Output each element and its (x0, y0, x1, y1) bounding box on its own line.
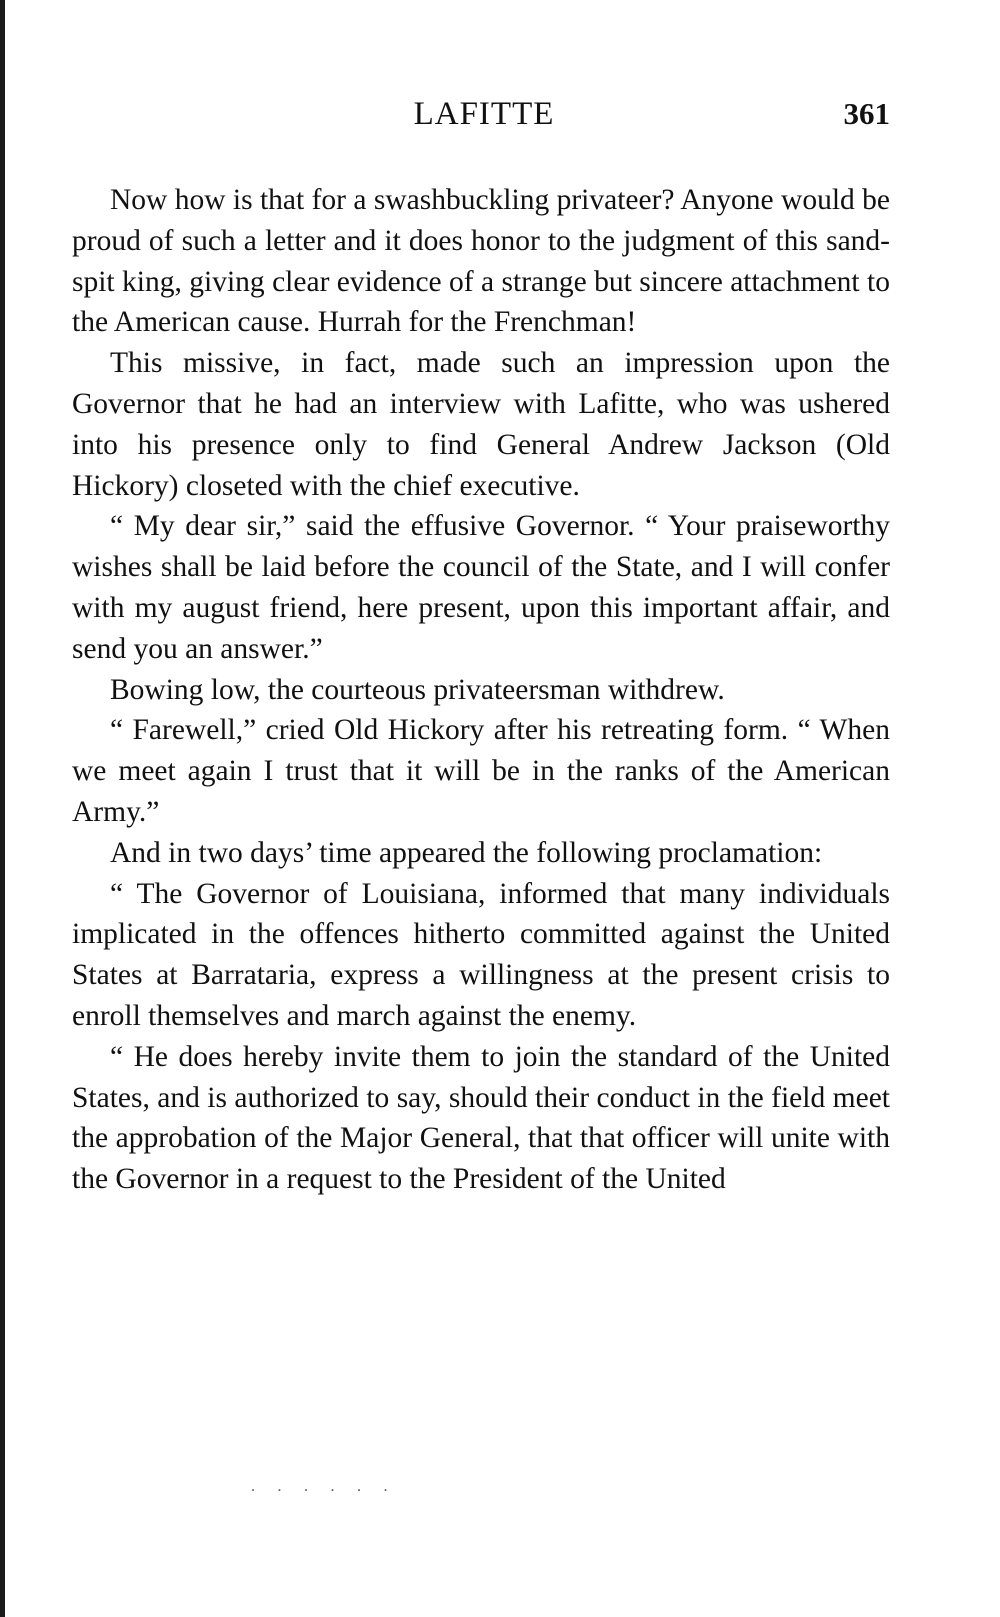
body-text (72, 180, 890, 1200)
paragraph: “ The Governor of Louisiana, informed that many individuals implicated in the offences hitherto committed against the United States at Barrataria, express a willingness at the present crisis to enroll themselves and march against the enemy. (72, 877, 890, 1032)
running-head (78, 96, 890, 146)
page-number: 361 (843, 96, 890, 131)
running-title: LAFITTE (413, 96, 555, 132)
paragraph: This missive, in fact, made such an impression upon the Governor that he had an interview with Lafitte, who was ushered into his presence only to find General Andrew Jackson (Old Hickory) closeted with the chief executive. (72, 347, 890, 502)
paragraph: And in two days’ time appeared the following proclamation: (110, 836, 823, 869)
paragraph: “ He does hereby invite them to join the standard of the United States, and is authorized to say, should their conduct in the field meet the approbation of the Major General, that that officer will unite with the Governor in a request to the President of the United (72, 1040, 890, 1196)
paragraph: “ Farewell,” cried Old Hickory after his retreating form. “ When we meet again I trust that it will be in the ranks of the American Army.” (72, 714, 890, 828)
paragraph: Bowing low, the courteous privateersman withdrew. (110, 673, 725, 706)
paragraph: Now how is that for a swashbuckling privateer? Anyone would be proud of such a letter and it does honor to the judgment of this sand-spit king, giving clear evidence of a strange but sincere attachment to the American cause. Hurrah for the Frenchman! (72, 184, 890, 339)
page-edge (0, 0, 5, 1617)
scan-specks: ˙ ˙ ˙ ˙ ˙ ˙ (250, 1485, 397, 1505)
paragraph: “ My dear sir,” said the effusive Governor. “ Your praiseworthy wishes shall be laid before the council of the State, and I will confer with my august friend, here present, upon this important affair, and send you an answer.” (72, 510, 890, 665)
